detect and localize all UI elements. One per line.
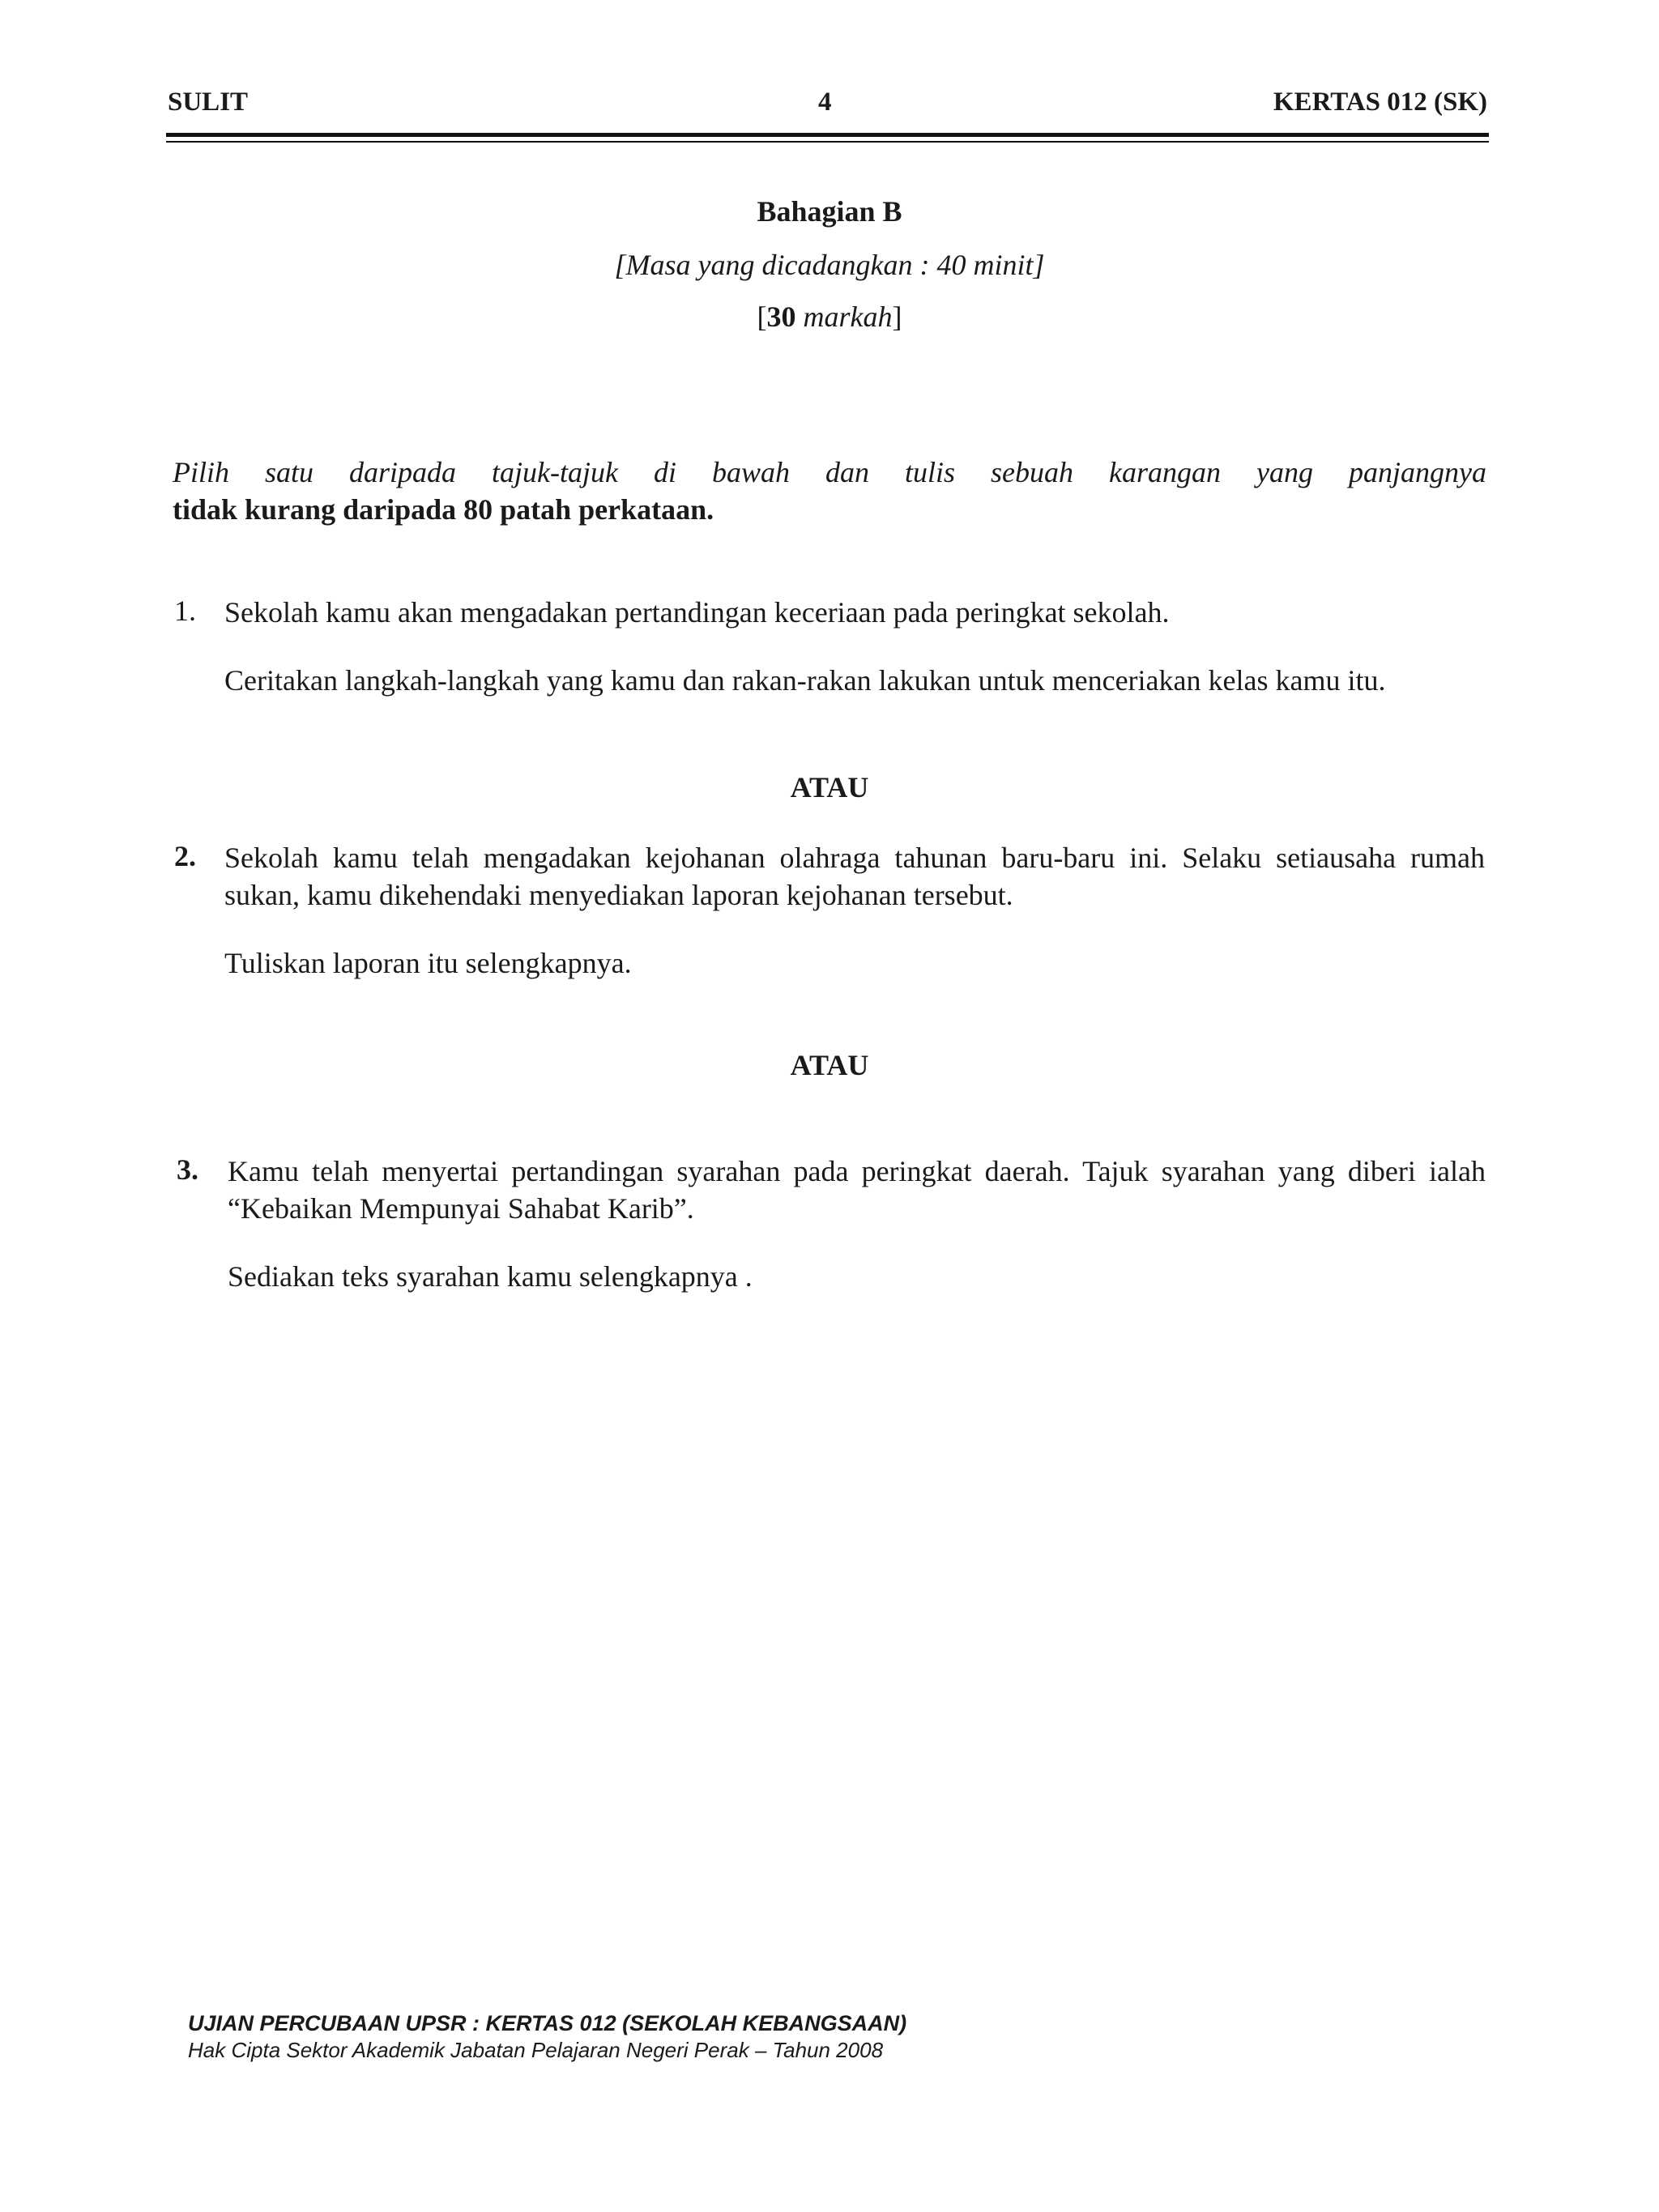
section-marks: [30 markah] — [757, 300, 902, 333]
header-rule-thin — [166, 141, 1489, 143]
header-paper-code: KERTAS 012 (SK) — [1273, 87, 1487, 117]
question-3-text: Kamu telah menyertai pertandingan syarahan pada peringkat daerah. Tajuk syarahan yang diberi ialah “Kebaikan Mempunyai Sahabat Karib”. — [228, 1155, 1486, 1225]
separator-atau-2: ATAU — [790, 1049, 869, 1081]
question-3-task: Sediakan teks syarahan kamu selengkapnya . — [228, 1260, 753, 1293]
separator-atau-1: ATAU — [790, 771, 869, 803]
footer-exam-title: UJIAN PERCUBAAN UPSR : KERTAS 012 (SEKOLAH KEBANGSAAN) — [188, 2011, 907, 2035]
instruction-line-1: Pilih satu daripada tajuk-tajuk di bawah dan tulis sebuah karangan yang panjangnya — [173, 456, 1486, 488]
question-3-number: 3. — [177, 1153, 198, 1186]
section-title: Bahagian B — [757, 195, 902, 228]
page-number: 4 — [818, 87, 832, 117]
question-2-number: 2. — [174, 840, 196, 872]
marks-number: 30 — [766, 300, 796, 333]
question-2-task: Tuliskan laporan itu selengkapnya. — [224, 947, 632, 979]
marks-word: markah — [803, 300, 893, 333]
instruction — [173, 454, 1486, 528]
suggested-time: [Masa yang dicadangkan : 40 minit] — [614, 249, 1045, 281]
page-header — [168, 87, 1487, 128]
question-2-text: Sekolah kamu telah mengadakan kejohanan olahraga tahunan baru-baru ini. Selaku setiausaha rumah sukan, kamu dikehendaki menyediakan laporan kejohanan tersebut. — [224, 842, 1485, 911]
question-1-text: Sekolah kamu akan mengadakan pertandingan keceriaan pada peringkat sekolah. — [224, 596, 1170, 629]
header-rule-thick — [166, 133, 1489, 137]
footer-copyright: Hak Cipta Sektor Akademik Jabatan Pelajaran Negeri Perak – Tahun 2008 — [188, 2038, 884, 2062]
instruction-line-2: tidak kurang daripada 80 patah perkataan. — [173, 493, 714, 526]
question-1-task: Ceritakan langkah-langkah yang kamu dan rakan-rakan lakukan untuk menceriakan kelas kamu itu. — [224, 664, 1386, 697]
header-sulit: SULIT — [168, 87, 249, 117]
question-1-number: 1. — [174, 595, 196, 627]
